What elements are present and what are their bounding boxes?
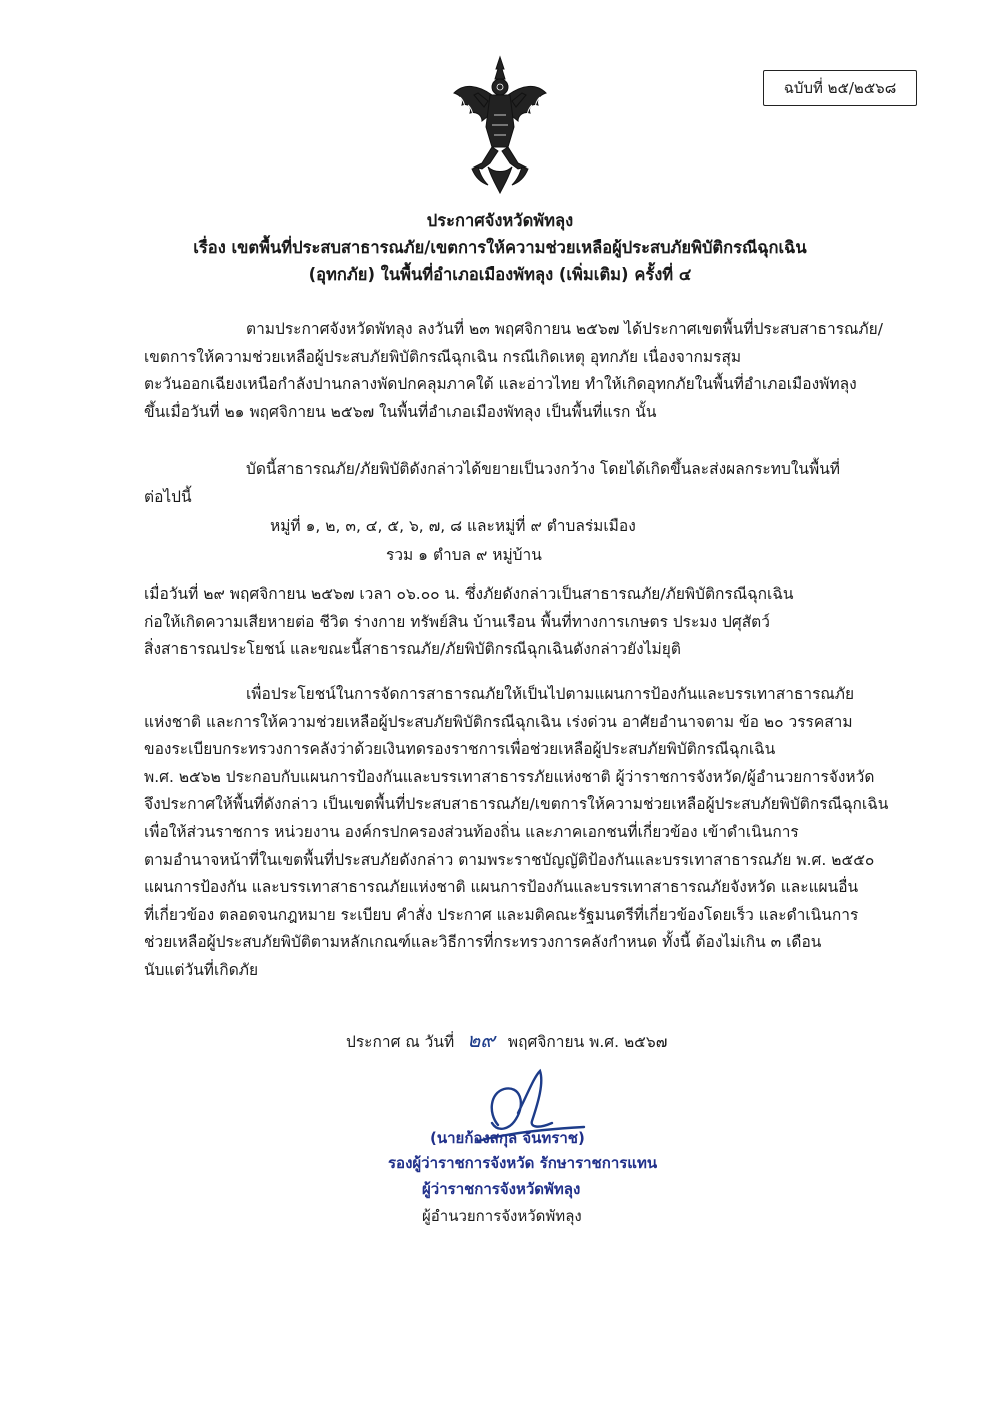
area-list-line-2: รวม ๑ ตำบล ๙ หมู่บ้าน bbox=[386, 546, 542, 564]
date-rest: พฤศจิกายน พ.ศ. ๒๕๖๗ bbox=[507, 1033, 668, 1051]
paragraph-2 bbox=[144, 456, 906, 511]
title-line-3: (อุทกภัย) ในพื้นที่อำเภอเมืองพัทลุง (เพิ่มเติม) ครั้งที่ ๔ bbox=[308, 265, 692, 284]
area-list-line-1: หมู่ที่ ๑, ๒, ๓, ๔, ๕, ๖, ๗, ๘ และหมู่ที่ ๙ ตำบลร่มเมือง bbox=[270, 517, 636, 535]
paragraph-line: พ.ศ. ๒๕๖๒ ประกอบกับแผนการป้องกันและบรรเทาสาธารรภัยแห่งชาติ ผู้ว่าราชการจังหวัด/ผู้อำนวยการจังหวัด bbox=[144, 767, 875, 786]
signatory-position-2: ผู้ว่าราชการจังหวัดพัทลุง bbox=[422, 1180, 581, 1198]
paragraph-line: สิ่งสาธารณประโยชน์ และขณะนี้สาธารณภัย/ภัยพิบัติกรณีฉุกเฉินดังกล่าวยังไม่ยุติ bbox=[144, 640, 681, 659]
title-block bbox=[140, 207, 860, 288]
paragraph-line: แผนการป้องกัน และบรรเทาสาธารณภัยแห่งชาติ แผนการป้องกันและบรรเทาสาธารณภัยจังหวัด และแผนอื่น bbox=[144, 878, 859, 897]
title-line-1: ประกาศจังหวัดพัทลุง bbox=[426, 211, 574, 230]
paragraph-line: เมื่อวันที่ ๒๙ พฤศจิกายน ๒๕๖๗ เวลา ๐๖.๐๐ น. ซึ่งภัยดังกล่าวเป็นสาธารณภัย/ภัยพิบัติกรณีฉุกเฉิน bbox=[144, 585, 794, 603]
date-prefix: ประกาศ ณ วันที่ bbox=[346, 1033, 455, 1051]
paragraph-line: บัดนี้สาธารณภัย/ภัยพิบัติดังกล่าวได้ขยายเป็นวงกว้าง โดยได้เกิดขึ้นละส่งผลกระทบในพื้นที่ bbox=[246, 460, 841, 478]
paragraph-line: ก่อให้เกิดความเสียหายต่อ ชีวิต ร่างกาย ทรัพย์สิน บ้านเรือน พื้นที่ทางการเกษตร ประมง ปศุสัตว์ bbox=[144, 612, 770, 631]
paragraph-line: เพื่อให้ส่วนราชการ หน่วยงาน องค์กรปกครองส่วนท้องถิ่น และภาคเอกชนที่เกี่ยวข้อง เข้าดำเนินการ bbox=[144, 822, 799, 841]
paragraph-line: ตามประกาศจังหวัดพัทลุง ลงวันที่ ๒๓ พฤศจิกายน ๒๕๖๗ ได้ประกาศเขตพื้นที่ประสบสาธารณภัย/ bbox=[246, 320, 883, 338]
paragraph-line: ช่วยเหลือผู้ประสบภัยพิบัติตามหลักเกณฑ์และวิธีการที่กระทรวงการคลังกำหนด ทั้งนี้ ต้องไม่เกิน ๓ เดือน bbox=[144, 933, 822, 952]
paragraph-line: ที่เกี่ยวข้อง ตลอดจนกฎหมาย ระเบียบ คำสั่ง ประกาศ และมติคณะรัฐมนตรีที่เกี่ยวข้องโดยเร็ว และดำเนินการ bbox=[144, 905, 859, 924]
paragraph-line: ตามอำนาจหน้าที่ในเขตพื้นที่ประสบภัยดังกล่าว ตามพระราชบัญญัติป้องกันและบรรเทาสาธารณภัย พ.ศ. ๒๕๕๐ bbox=[144, 850, 875, 869]
announcement-date bbox=[346, 1025, 667, 1057]
paragraph-line: ตะวันออกเฉียงเหนือกำลังปานกลางพัดปกคลุมภาคใต้ และอ่าวไทย ทำให้เกิดอุทกภัยในพื้นที่อำเภอเมืองพัทลุง bbox=[144, 375, 857, 394]
date-day-handwritten: ๒๙ bbox=[467, 1028, 495, 1052]
paragraph-line: ขึ้นเมื่อวันที่ ๒๑ พฤศจิกายน ๒๕๖๗ ในพื้นที่อำเภอเมืองพัทลุง เป็นพื้นที่แรก นั้น bbox=[144, 402, 657, 421]
signatory-name: (นายก้องสกุล จันทราช) bbox=[430, 1129, 585, 1147]
paragraph-4 bbox=[144, 681, 906, 985]
paragraph-line: จึงประกาศให้พื้นที่ดังกล่าว เป็นเขตพื้นที่ประสบสาธารณภัย/เขตการให้ความช่วยเหลือผู้ประสบภัยพิบัติกรณีฉุกเฉิน bbox=[144, 795, 889, 814]
paragraph-line: นับแต่วันที่เกิดภัย bbox=[144, 960, 259, 979]
paragraph-line: เพื่อประโยชน์ในการจัดการสาธารณภัยให้เป็นไปตามแผนการป้องกันและบรรเทาสาธารณภัย bbox=[246, 685, 855, 703]
paragraph-line: เขตการให้ความช่วยเหลือผู้ประสบภัยพิบัติกรณีฉุกเฉิน กรณีเกิดเหตุ อุทกภัย เนื่องจากมรสุม bbox=[144, 347, 742, 366]
paragraph-line: ของระเบียบกระทรวงการคลังว่าด้วยเงินทดรองราชการเพื่อช่วยเหลือผู้ประสบภัยพิบัติกรณีฉุกเฉิน bbox=[144, 740, 776, 759]
title-line-2: เรื่อง เขตพื้นที่ประสบสาธารณภัย/เขตการให้ความช่วยเหลือผู้ประสบภัยพิบัติกรณีฉุกเฉิน bbox=[193, 238, 807, 257]
issue-number-box: ฉบับที่ ๒๕/๒๕๖๘ bbox=[763, 70, 917, 106]
garuda-emblem-icon bbox=[452, 55, 548, 195]
paragraph-3 bbox=[144, 581, 906, 664]
paragraph-1 bbox=[144, 316, 906, 426]
paragraph-line: แห่งชาติ และการให้ความช่วยเหลือผู้ประสบภัยพิบัติกรณีฉุกเฉิน เร่งด่วน อาศัยอำนาจตาม ข้อ ๒๐ วรรคสาม bbox=[144, 712, 853, 731]
signatory-position-3: ผู้อำนวยการจังหวัดพัทลุง bbox=[422, 1207, 582, 1225]
paragraph-line: ต่อไปนี้ bbox=[144, 487, 192, 506]
signatory-position-1: รองผู้ว่าราชการจังหวัด รักษาราชการแทน bbox=[388, 1154, 658, 1172]
